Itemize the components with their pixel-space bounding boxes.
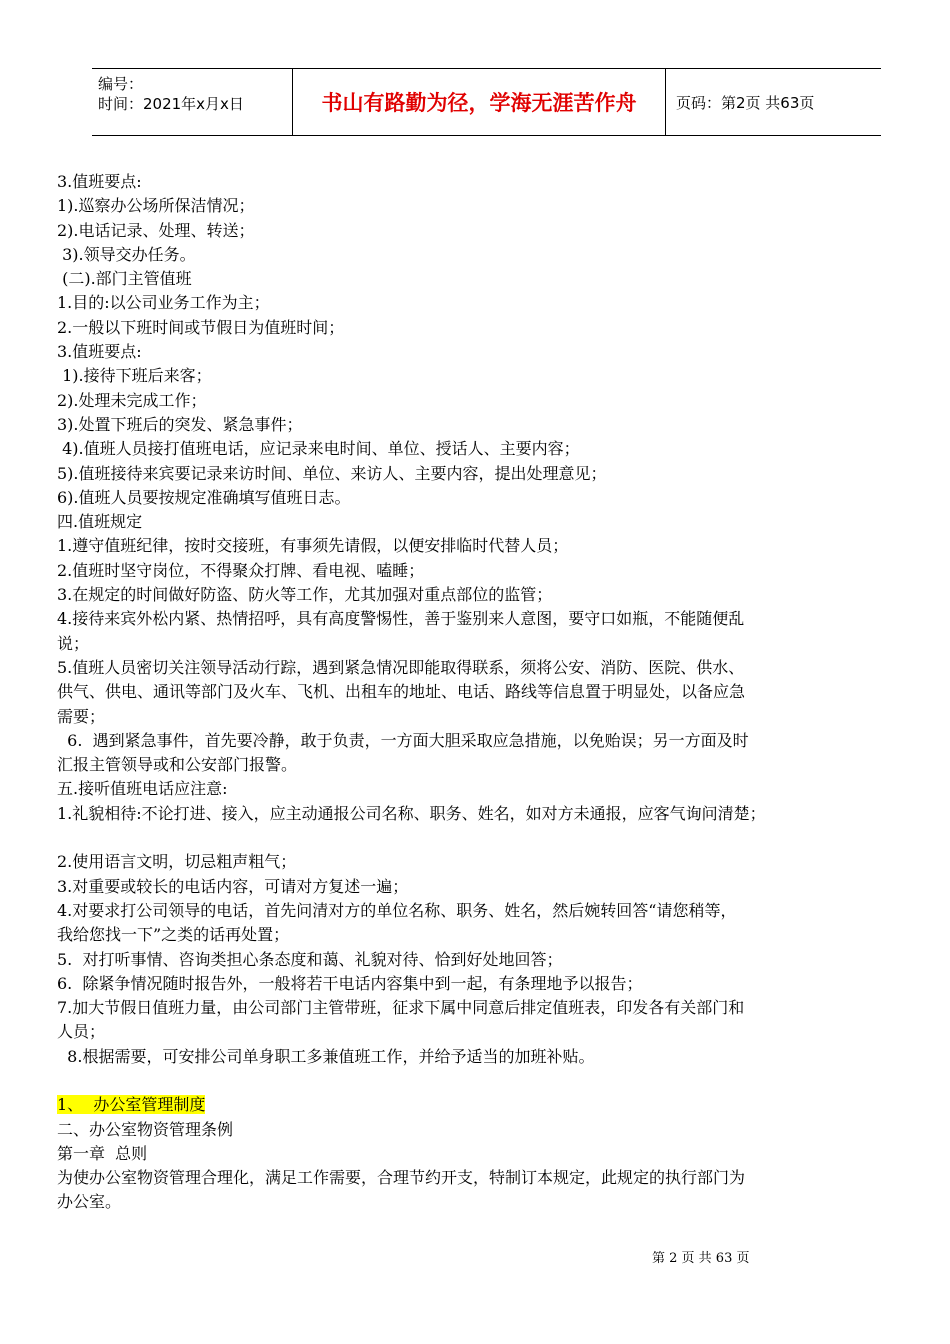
highlighted-heading bbox=[57, 1093, 907, 1117]
text-line: 我给您找一下”之类的话再处置； bbox=[57, 925, 290, 945]
text-line: 为使办公室物资管理合理化，满足工作需要，合理节约开支，特制订本规定，此规定的执行部门为 bbox=[57, 1168, 746, 1188]
page-header bbox=[92, 68, 881, 136]
document-body bbox=[57, 170, 907, 1215]
document-time-label: 时间：2021年x月x日 bbox=[98, 95, 244, 113]
text-line: 2.值班时坚守岗位，不得聚众打牌、看电视、嗑睡； bbox=[57, 560, 425, 580]
text-line: 7.加大节假日值班力量，由公司部门主管带班，征求下属中同意后排定值班表，印发各有关部门和 bbox=[57, 998, 745, 1018]
text-line: 2.一般以下班时间或节假日为值班时间； bbox=[57, 317, 345, 337]
header-motto: 书山有路勤为径，学海无涯苦作舟 bbox=[292, 69, 666, 135]
text-line: 人员； bbox=[57, 1022, 106, 1042]
page-footer: 第 2 页 共 63 页 bbox=[652, 1251, 750, 1266]
text-line: 需要； bbox=[57, 706, 106, 726]
text-line: 3.值班要点: bbox=[57, 172, 142, 191]
section-heading: 五.接听值班电话应注意: bbox=[57, 779, 228, 799]
text-line: 2).电话记录、处理、转送； bbox=[57, 220, 255, 240]
section-heading: 四.值班规定 bbox=[57, 512, 143, 532]
section-heading: 二、办公室物资管理条例 bbox=[57, 1119, 234, 1139]
text-line: 办公室。 bbox=[57, 1192, 122, 1212]
text-line: 3.在规定的时间做好防盗、防火等工作，尤其加强对重点部位的监管； bbox=[57, 585, 553, 605]
text-line: 2.使用语言文明，切忌粗声粗气； bbox=[57, 852, 297, 872]
text-line: 6. 除紧争情况随时报告外，一般将若干电话内容集中到一起，有条理地予以报告； bbox=[57, 973, 643, 993]
text-line: 5. 对打听事情、咨询类担心条态度和蔼、礼貌对待、恰到好处地回答； bbox=[57, 949, 563, 969]
section-heading: (二).部门主管值班 bbox=[57, 269, 192, 289]
text-line: 3.对重要或较长的电话内容，可请对方复述一遍； bbox=[57, 876, 409, 896]
header-page-number: 页码：第2页 共63页 bbox=[676, 93, 815, 112]
text-line: 汇报主管领导或和公安部门报警。 bbox=[57, 755, 298, 775]
text-line: 1.礼貌相待:不论打进、接入，应主动通报公司名称、职务、姓名，如对方未通报，应客气询问清楚； bbox=[57, 803, 766, 823]
text-line: 2).处理未完成工作； bbox=[57, 390, 207, 410]
text-line: 说； bbox=[57, 633, 90, 653]
text-line: 4).值班人员接打值班电话，应记录来电时间、单位、授话人、主要内容； bbox=[57, 439, 580, 459]
blank-line bbox=[57, 826, 907, 850]
text-line: 3).处置下班后的突发、紧急事件； bbox=[57, 414, 303, 434]
header-meta bbox=[92, 69, 292, 135]
text-line: 4.对要求打公司领导的电话，首先问清对方的单位名称、职务、姓名，然后婉转回答“请您稍等， bbox=[57, 900, 737, 920]
text-line: 8.根据需要，可安排公司单身职工多兼值班工作，并给予适当的加班补贴。 bbox=[57, 1046, 595, 1066]
blank-line bbox=[57, 1069, 907, 1093]
text-line: 5.值班人员密切关注领导活动行踪，遇到紧急情况即能取得联系，须将公安、消防、医院、供水、 bbox=[57, 657, 745, 677]
text-line: 6. 遇到紧急事件，首先要冷静，敢于负责，一方面大胆采取应急措施，以免贻误；另一方面及时 bbox=[57, 730, 749, 750]
text-line: 1).接待下班后来客； bbox=[57, 366, 212, 386]
highlight-mark: 1、 办公室管理制度 bbox=[57, 1095, 206, 1115]
text-line: 1.遵守值班纪律，按时交接班，有事须先请假，以便安排临时代替人员； bbox=[57, 536, 569, 556]
text-line: 5).值班接待来宾要记录来访时间、单位、来访人、主要内容，提出处理意见； bbox=[57, 463, 607, 483]
text-line: 3).领导交办任务。 bbox=[57, 244, 196, 264]
text-line: 1.目的:以公司业务工作为主； bbox=[57, 293, 270, 313]
text-line: 6).值班人员要按规定准确填写值班日志。 bbox=[57, 487, 351, 507]
text-line: 供气、供电、通讯等部门及火车、飞机、出租车的地址、电话、路线等信息置于明显处，以备应急 bbox=[57, 682, 746, 702]
document-number-label: 编号： bbox=[98, 75, 144, 93]
chapter-heading: 第一章 总则 bbox=[57, 1143, 148, 1163]
text-line: 4.接待来宾外松内紧、热情招呼，具有高度警惕性，善于鉴别来人意图，要守口如瓶，不能随便乱 bbox=[57, 609, 745, 629]
text-line: 3.值班要点: bbox=[57, 342, 142, 362]
text-line: 1).巡察办公场所保洁情况； bbox=[57, 196, 255, 216]
